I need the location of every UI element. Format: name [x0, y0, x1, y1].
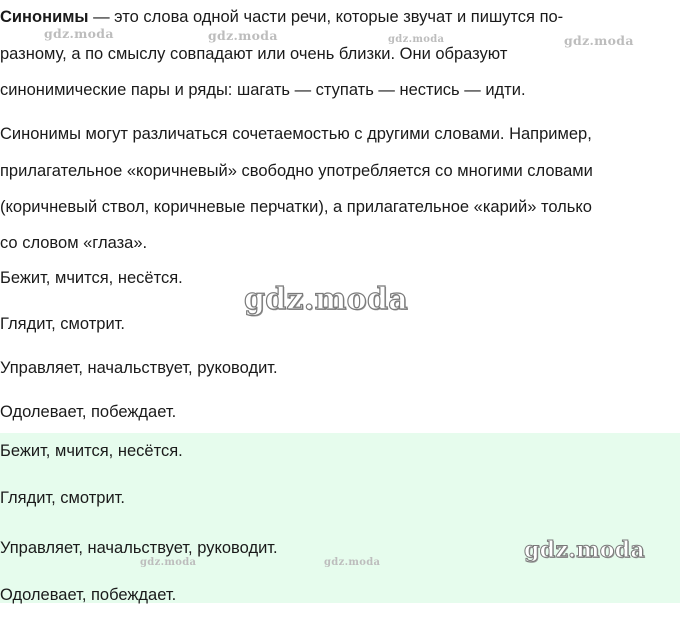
theory-line-1-rest: — это слова одной части речи, которые звучат и пишутся по- [88, 8, 564, 26]
answer-line-3: Управляет, начальствует, руководит. [0, 539, 278, 557]
watermark-3: gdz.moda [388, 34, 445, 45]
watermark-5: gdz.moda [140, 557, 197, 568]
theory-line-3: синонимические пары и ряды: шагать — ступать — нестись — идти. [0, 81, 526, 99]
answer-line-4: Одолевает, побеждает. [0, 586, 177, 604]
watermark-1: gdz.moda [44, 26, 114, 41]
theory-p2-line-2: прилагательное «коричневый» свободно употребляется со многими словами [0, 162, 593, 180]
answer-line-1: Бежит, мчится, несётся. [0, 442, 183, 460]
watermark-large: gdz.moda [244, 282, 409, 317]
theory-p2-line-4: со словом «глаза». [0, 234, 148, 252]
term-synonyms: Синонимы [0, 8, 89, 26]
watermark-6: gdz.moda [324, 557, 381, 568]
watermark-2: gdz.moda [208, 28, 278, 43]
answer-block [0, 433, 680, 603]
theory-line-2: разному, а по смыслу совпадают или очень близки. Они образуют [0, 45, 508, 63]
theory-line-1 [0, 8, 563, 27]
task-line-2: Глядит, смотрит. [0, 315, 125, 333]
task-line-4: Одолевает, побеждает. [0, 403, 177, 421]
watermark-4: gdz.moda [564, 33, 634, 48]
answer-line-2: Глядит, смотрит. [0, 489, 125, 507]
task-line-1: Бежит, мчится, несётся. [0, 269, 183, 287]
theory-p2-line-1: Синонимы могут различаться сочетаемостью с другими словами. Например, [0, 125, 592, 143]
watermark-answer: gdz.moda [524, 537, 645, 563]
task-line-3: Управляет, начальствует, руководит. [0, 359, 278, 377]
theory-p2-line-3: (коричневый ствол, коричневые перчатки), а прилагательное «карий» только [0, 198, 592, 216]
